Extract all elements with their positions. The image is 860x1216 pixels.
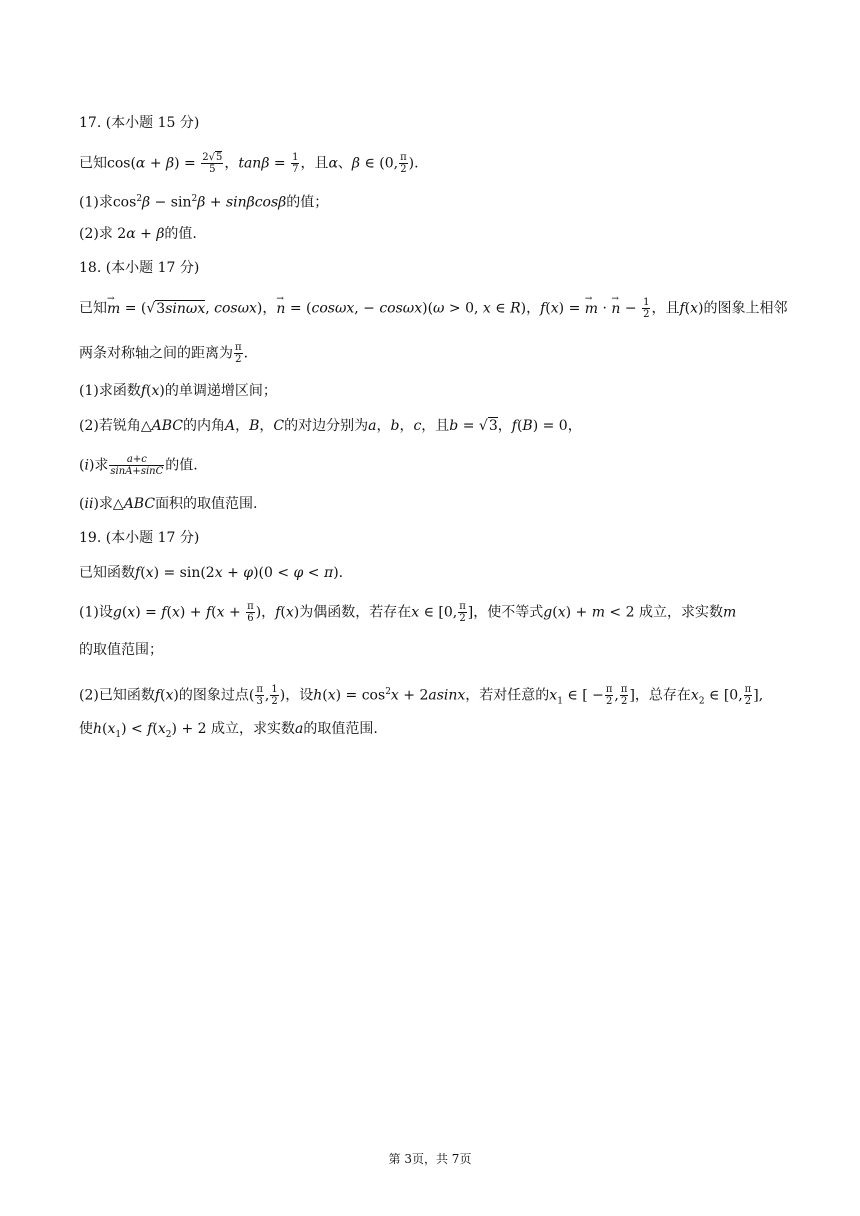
q17-part1: (1)求$\cos^2\beta - \sin^2\beta + \sin\beta\cos\beta$的值； — [79, 194, 329, 211]
q19-header: 19. (本小题 17 分) — [79, 530, 200, 546]
page-footer: 第 3页，共 7页 — [388, 1152, 472, 1166]
q19-part1: (1)设g(x) = f(x) + f(x + $\frac{\pi}{6}$ )，f(x)为偶函数，若存在x ∈ [0, $\frac{\pi}{2}$ ]，使不等式g(x) + m < 2 成立，求实数m — [79, 601, 737, 624]
q19-part1-line2: 的取值范围； — [79, 642, 163, 658]
q18-part1: (1)求函数f(x)的单调递增区间； — [79, 383, 277, 399]
q18-part2-ii: (ii)求△ABC面积的取值范围. — [79, 496, 258, 512]
q17-part2: (2)求 2α + β的值. — [79, 226, 197, 242]
q18-part2-i: (i)求 $\frac{a+c}{\sin A+\sin C}$ 的值. — [79, 454, 198, 477]
q17-header: 17. (本小题 15 分) — [79, 115, 200, 131]
q18-given-line2: 两条对称轴之间的距离为 $\frac{\pi}{2}$ . — [79, 342, 249, 365]
q18-part2: (2)若锐角△ABC的内角A，B，C的对边分别为a，b，c，且b = √3，f(B) = 0， — [79, 418, 582, 434]
q19-part2: (2)已知函数f(x)的图象过点( $\frac{\pi}{3}$ , $\frac{1}{2}$ )，设$h(x) = \cos^2x + 2asinx$，若对任意的$x_1$ ∈ [ − $\frac{\pi}{2}$ , $\frac{\pi}{2}$ ]，总存在$x_2$ ∈ [0, $\frac{\pi}{2}$ ], — [79, 684, 764, 708]
q17-given: 已知cos(α + β) = $\frac{2√5}{5}$ ，tanβ = $\frac{1}{7}$ ，且α、β ∈ (0, $\frac{\pi}{2}$ ). — [79, 152, 419, 175]
q19-part2-line2: 使$h(x_1) < f(x_2) + 2$ 成立，求实数a的取值范围. — [79, 721, 378, 740]
q18-given: 已知→ m = (√3sinωx, cosωx)，→ n = (cosωx, − cosωx)(ω > 0, x ∈ R)，f(x) = → m · → n − $\frac{1}{2}$ ，且f(x)的图象上相邻 — [79, 297, 787, 320]
q19-given: 已知函数f(x) = sin(2x + φ)(0 < φ < π). — [79, 565, 344, 581]
q18-header: 18. (本小题 17 分) — [79, 260, 200, 276]
